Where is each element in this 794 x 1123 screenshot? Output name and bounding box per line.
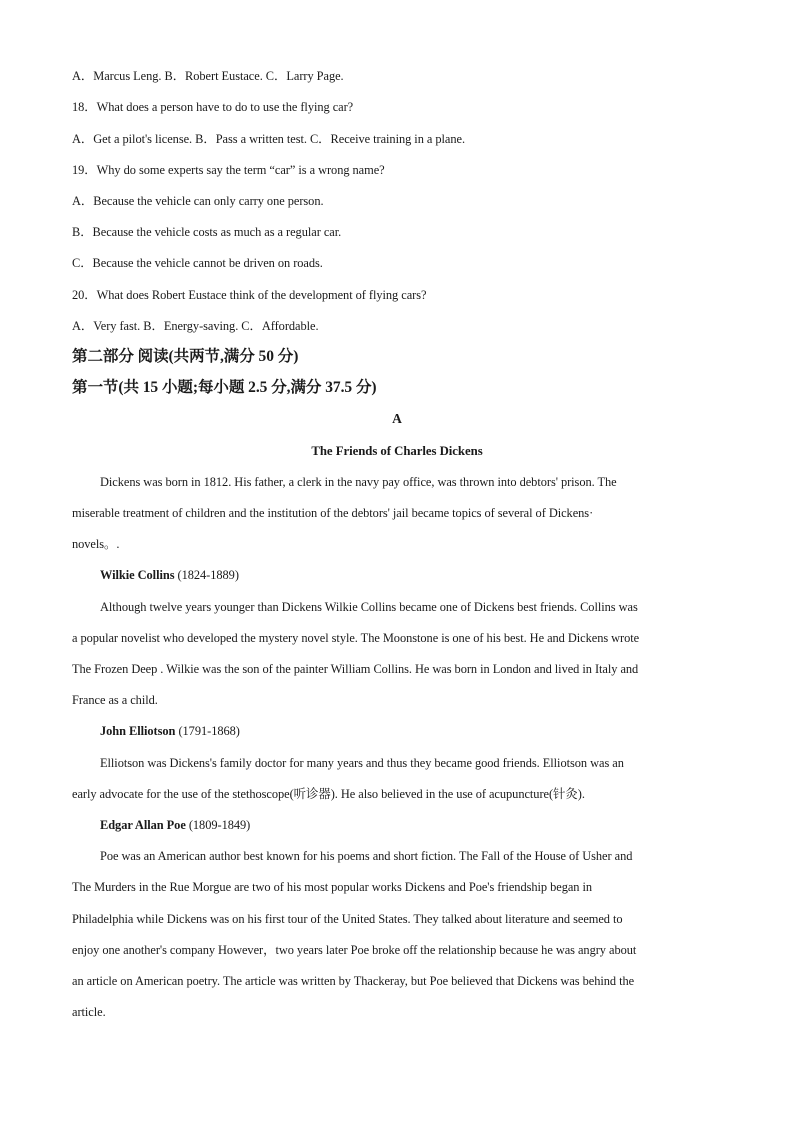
q19-option-b: B．Because the vehicle costs as much as a regular car. (72, 225, 342, 239)
intro-line-3: novels。. (72, 537, 120, 551)
poe-line-1: Poe was an American author best known for his poems and short fiction. The Fall of the House of Usher and (100, 849, 633, 863)
poe-line-5: an article on American poetry. The article was written by Thackeray, but Poe believed that Dickens was behind the (72, 974, 635, 988)
q19-question: 19．Why do some experts say the term “car” is a wrong name? (72, 163, 385, 177)
elliotson-line-2: early advocate for the use of the stethoscope(听诊器). He also believed in the use of acupuncture(针灸). (72, 787, 585, 801)
passage-title: The Friends of Charles Dickens (311, 444, 483, 458)
intro-line-2: miserable treatment of children and the institution of the debtors' jail became topics of several of Dickens· (72, 506, 594, 520)
poe-line-6: article. (72, 1005, 106, 1019)
poe-heading (100, 817, 732, 833)
q18-options: A．Get a pilot's license. B．Pass a written test. C．Receive training in a plane. (72, 132, 466, 146)
collins-name: Wilkie Collins (100, 568, 175, 582)
q19-option-a: A．Because the vehicle can only carry one person. (72, 194, 324, 208)
intro-line-1: Dickens was born in 1812. His father, a clerk in the navy pay office, was thrown into debtors' prison. The (100, 475, 617, 489)
elliotson-years: (1791-1868) (175, 724, 240, 738)
passage-letter: A (392, 411, 402, 426)
q20-options: A．Very fast. B．Energy-saving. C．Affordable. (72, 319, 319, 333)
poe-line-2: The Murders in the Rue Morgue are two of his most popular works Dickens and Poe's friendship began in (72, 880, 593, 894)
collins-heading (100, 567, 732, 583)
poe-line-4: enjoy one another's company However，two years later Poe broke off the relationship because he was angry about (72, 943, 637, 957)
collins-line-3: The Frozen Deep . Wilkie was the son of the painter William Collins. He was born in London and lived in Italy and (72, 662, 639, 676)
elliotson-name: John Elliotson (100, 724, 176, 738)
collins-line-1: Although twelve years younger than Dickens Wilkie Collins became one of Dickens best friends. Collins was (100, 600, 638, 614)
elliotson-line-1: Elliotson was Dickens's family doctor for many years and thus they became good friends. Elliotson was an (100, 756, 624, 770)
q18-question: 18．What does a person have to do to use the flying car? (72, 100, 354, 114)
part-heading: 第二部分 阅读(共两节,满分 50 分) (72, 348, 299, 365)
poe-years: (1809-1849) (185, 818, 251, 832)
q17-options: A．Marcus Leng. B．Robert Eustace. C．Larry Page. (72, 69, 344, 83)
poe-line-3: Philadelphia while Dickens was on his first tour of the United States. They talked about literature and seemed to (72, 912, 623, 926)
q19-option-c: C．Because the vehicle cannot be driven on roads. (72, 256, 323, 270)
collins-line-4: France as a child. (72, 693, 158, 707)
collins-years: (1824-1889) (174, 568, 239, 582)
elliotson-heading (100, 723, 732, 739)
q20-question: 20．What does Robert Eustace think of the development of flying cars? (72, 288, 427, 302)
poe-name: Edgar Allan Poe (100, 818, 186, 832)
section-heading: 第一节(共 15 小题;每小题 2.5 分,满分 37.5 分) (72, 379, 377, 396)
collins-line-2: a popular novelist who developed the mystery novel style. The Moonstone is one of his best. He and Dickens wrote (72, 631, 640, 645)
